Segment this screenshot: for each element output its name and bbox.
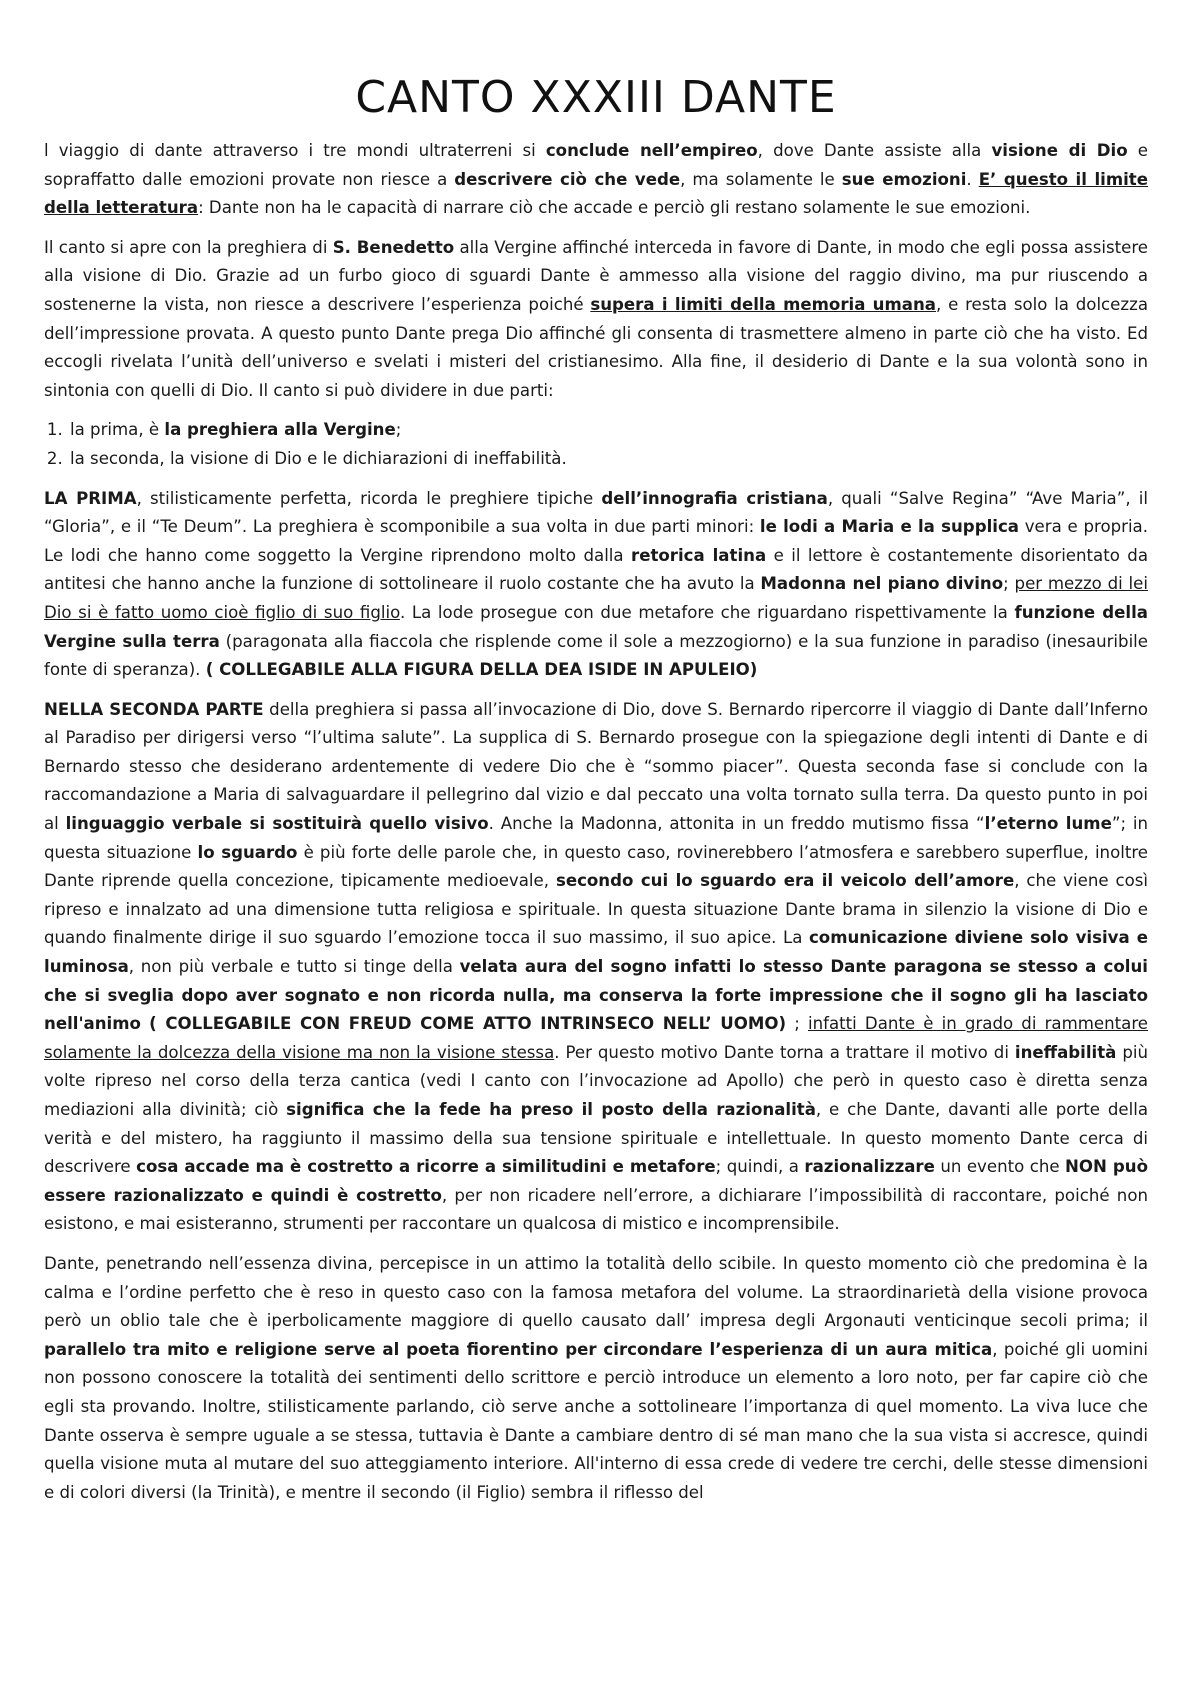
paragraph-divine-vision <box>44 1250 1148 1507</box>
list-item <box>68 445 1148 474</box>
text-run: le lodi a Maria e la supplica <box>759 517 1019 537</box>
text-run: , non più verbale e tutto si tinge della <box>128 957 460 977</box>
text-run: secondo cui lo sguardo era il veicolo dell’amore <box>555 871 1015 891</box>
text-run: razionalizzare <box>804 1157 935 1177</box>
text-run <box>141 1014 149 1033</box>
text-run: ( COLLEGABILE ALLA FIGURA DELLA DEA ISIDE IN APULEIO) <box>205 660 758 680</box>
text-run: più volte ripreso nel corso della terza cantica (vedi I canto con l’invocazione ad Apollo) che però in questo caso è diretta senza mediazioni alla divinità; ciò <box>44 1042 1149 1119</box>
text-run: la seconda, la visione di Dio e le dichiarazioni di ineffabilità. <box>70 448 567 468</box>
text-run: alla Vergine affinché interceda in favore di Dante, in modo che egli possa assistere alla visione di Dio. Grazie ad un furbo gioco di sguardi Dante è ammesso alla visione del raggio divino, ma pur riuscendo a sostenerne la vista, non riesce a descrivere l’esperienza poiché <box>44 237 1148 314</box>
text-run: lo sguardo <box>197 842 298 862</box>
text-run: funzione della Vergine sulla terra <box>44 602 1148 651</box>
text-run: e il lettore è costantemente disorientato da antitesi che hanno anche la funzione di sottolineare il ruolo costante che ha avuto la <box>44 545 1148 594</box>
text-run: l viaggio di dante attraverso i tre mondi ultraterreni si <box>44 141 546 160</box>
text-run: , quali “Salve Regina” “Ave Maria”, il “Gloria”, e il “Te Deum”. La preghiera è scomponibile a sua volta in due parti minori: <box>44 488 1148 537</box>
page-title: CANTO XXXIII DANTE <box>355 72 837 123</box>
text-run: retorica latina <box>631 545 767 565</box>
text-run: conclude nell’empireo <box>545 141 758 160</box>
text-run: . <box>966 169 979 189</box>
text-run: velata aura del sogno infatti lo stesso Dante paragona se stesso a colui che si sveglia dopo aver sognato e non ricorda nulla, ma conserva la forte impressione che il sogno gli ha lasciato nell'animo <box>44 957 1148 1034</box>
text-run: , che viene così ripreso e innalzato ad una dimensione tutta religiosa e spirituale. In questa situazione Dante brama in silenzio la visione di Dio e quando finalmente dirige il suo sguardo l’emozione tocca il suo massimo, il suo apice. La <box>44 871 1148 948</box>
text-run: , stilisticamente perfetta, ricorda le preghiere tipiche <box>136 488 602 508</box>
text-run: e sopraffatto dalle emozioni provate non riesce a <box>44 141 1148 189</box>
text-run: E’ questo il limite della letteratura <box>44 169 1148 218</box>
text-run: S. Benedetto <box>332 237 455 257</box>
text-run: Dante, penetrando nell’essenza divina, percepisce in un attimo la totalità dello scibile. In questo momento ciò che predomina è la calma e l’ordine perfetto che è reso in questo caso con la famosa metafora del volume. La straordinarietà della visione provoca però un oblio tale che è iperbolicamente maggiore di quello causato dall’ impresa degli Argonauti venticinque secoli prima; il <box>44 1253 1148 1331</box>
text-run: della preghiera si passa all’invocazione di Dio, dove S. Bernardo ripercorre il viaggio di Dante dall’Inferno al Paradiso per dirigersi verso “l’ultima salute”. La supplica di S. Bernardo prosegue con la spiegazione degli intenti di Dante e di Bernardo stesso che desiderano ardentemente di vedere Dio che è “sommo piacer”. Questa seconda fase si conclude con la raccomandazione a Maria di salvaguardare il pellegrino dal vizio e dal peccato una volta tornato sulla terra. Da questo punto in poi al <box>44 699 1148 834</box>
text-run: linguaggio verbale si sostituirà quello visivo <box>65 814 489 834</box>
paragraph-second-part <box>44 696 1148 1239</box>
text-run: dell’innografia cristiana <box>601 488 828 508</box>
text-run: descrivere ciò che vede <box>454 169 681 189</box>
text-run: , e resta solo la dolcezza dell’impressione provata. A questo punto Dante prega Dio affinché gli consenta di trasmettere almeno in parte ciò che ha visto. Ed eccogli rivelata l’unità dell’universo e svelati i misteri del cristianesimo. Alla fine, il desiderio di Dante e la sua volontà sono in sintonia con quelli di Dio. Il canto si può dividere in due parti: <box>44 294 1148 400</box>
text-run: , per non ricadere nell’errore, a dichiarare l’impossibilità di raccontare, poiché non esistono, e mai esisteranno, strumenti per raccontare un qualcosa di mistico e incomprensibile. <box>44 1185 1148 1234</box>
text-run: , e che Dante, davanti alle porte della verità e del mistero, ha raggiunto il massimo della sua tensione spirituale e intellettuale. In questo momento Dante cerca di descrivere <box>44 1100 1148 1177</box>
text-run: infatti Dante è in grado di rammentare solamente la dolcezza della visione ma non la visione stessa <box>44 1014 1148 1062</box>
text-run: , poiché gli uomini non possono conoscere la totalità dei sentimenti dello scrittore e perciò introduce un elemento a loro noto, per far capire ciò che egli sta provando. Inoltre, stilisticamente parlando, ciò serve anche a sottolineare l’importanza di quel momento. La viva luce che Dante osserva è sempre uguale a se stessa, tuttavia è Dante a cambiare dentro di sé man mano che la sua vista si accresce, quindi quella visione muta al mutare del suo atteggiamento interiore. All'interno di essa crede di vedere tre cerchi, delle stesse dimensioni e di colori diversi (la Trinità), e mentre il secondo (il Figlio) sembra il riflesso del <box>44 1339 1148 1502</box>
list-item <box>68 416 1148 445</box>
paragraph-canto-overview <box>44 234 1148 406</box>
text-run: ; <box>1003 574 1015 594</box>
text-run: vera e propria. Le lodi che hanno come soggetto la Vergine riprendono molto dalla <box>44 517 1149 565</box>
text-run: , ma solamente le <box>680 169 842 189</box>
text-run: significa che la fede ha preso il posto della razionalità <box>286 1100 816 1119</box>
text-run: comunicazione diviene solo visiva e luminosa <box>44 928 1148 977</box>
text-run: cosa accade ma è costretto a ricorre a similitudini e metafore <box>136 1157 716 1177</box>
text-run: . La lode prosegue con due metafore che riguardano rispettivamente la <box>399 602 1015 622</box>
text-run: NON può essere razionalizzato e quindi è costretto <box>44 1157 1148 1205</box>
text-run: per mezzo di lei Dio si è fatto uomo cioè figlio di suo figlio <box>44 574 1148 622</box>
paragraph-first-part <box>44 485 1148 685</box>
text-run: : Dante non ha le capacità di narrare ciò che accade e perciò gli restano solamente le sue emozioni. <box>198 198 1031 218</box>
text-run: LA PRIMA <box>44 488 137 508</box>
text-run: ineffabilità <box>1014 1042 1117 1062</box>
text-run: ( COLLEGABILE CON FREUD COME ATTO INTRINSECO NELL’ UOMO) <box>149 1014 787 1034</box>
text-run: un evento che <box>934 1157 1066 1177</box>
text-run: (paragonata alla fiaccola che risplende come il sole a mezzogiorno) e la sua funzione in paradiso (inesauribile fonte di speranza). <box>44 631 1148 680</box>
text-run: supera i limiti della memoria umana <box>590 294 936 314</box>
text-run: parallelo tra mito e religione serve al poeta fiorentino per circondare l’esperienza di un aura mitica <box>44 1339 993 1359</box>
text-run: sue emozioni <box>841 169 967 189</box>
text-run: ”; in questa situazione <box>44 814 1148 862</box>
text-run: la preghiera alla Vergine <box>164 420 396 440</box>
text-run: visione di Dio <box>991 141 1128 160</box>
text-run: è più forte delle parole che, in questo caso, rovinerebbero l’atmosfera e sarebbero superflue, inoltre Dante riprende quella concezione, tipicamente medioevale, <box>44 842 1149 891</box>
text-run: Madonna nel piano divino <box>760 574 1004 594</box>
text-run: . Anche la Madonna, attonita in un freddo mutismo fissa “ <box>488 814 985 834</box>
text-run: . Per questo motivo Dante torna a trattare il motivo di <box>554 1042 1015 1062</box>
text-run: Il canto si apre con la preghiera di <box>44 237 333 257</box>
text-run: ; <box>786 1014 808 1034</box>
text-run: ; quindi, a <box>715 1157 805 1177</box>
text-run: l’eterno lume <box>984 814 1112 834</box>
parts-list <box>44 416 1148 473</box>
text-run: , dove Dante assiste alla <box>757 141 992 160</box>
text-run: ; <box>395 420 402 440</box>
text-run: la prima, è <box>70 420 165 440</box>
text-run: NELLA SECONDA PARTE <box>44 699 264 719</box>
paragraph-intro <box>44 137 1148 223</box>
